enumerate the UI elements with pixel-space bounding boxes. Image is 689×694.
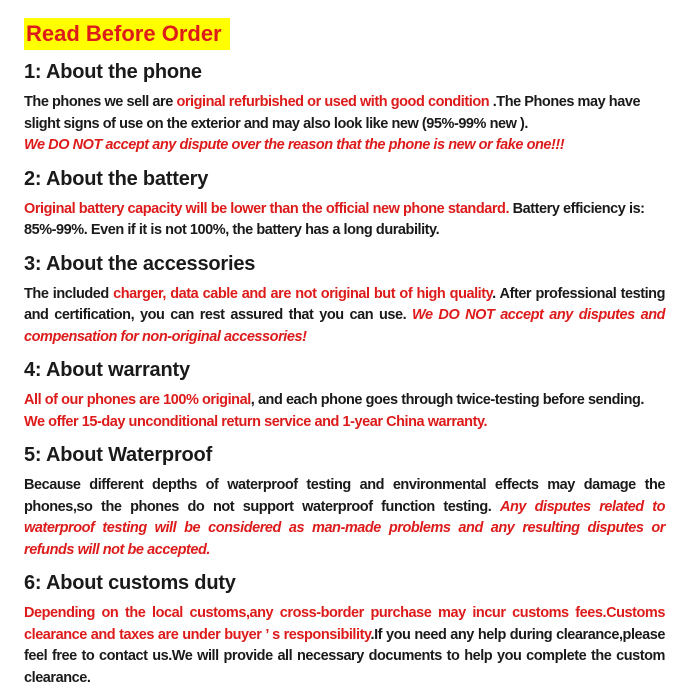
text-segment: , and each phone goes through twice-testing before sending. — [250, 392, 644, 408]
section-about-waterproof — [24, 443, 665, 561]
text-segment: Depending on the local customs,any cross-border purchase may incur customs fees.Customs clearance and taxes are under buyer ’ s responsibility — [24, 605, 665, 643]
section-paragraph — [24, 603, 665, 689]
section-about-the-phone — [24, 60, 665, 157]
section-paragraph — [24, 284, 665, 349]
text-segment: charger, data cable and are not original but of high quality — [113, 285, 493, 302]
section-heading: 4: About warranty — [24, 359, 190, 381]
text-segment: . After professional testing and certification, you can rest assured that you can use. — [24, 285, 665, 323]
page-title: Read Before Order — [24, 18, 230, 50]
section-paragraph — [24, 135, 665, 157]
section-paragraph — [24, 475, 665, 561]
text-segment: We offer 15-day unconditional return service and 1-year China warranty. — [24, 413, 488, 430]
text-segment: .The Phones may have slight signs of use on the exterior and may also look like new (95%-99% new ). — [24, 94, 641, 132]
section-paragraph — [24, 92, 665, 135]
section-about-warranty — [24, 358, 665, 433]
text-segment: The phones we sell are — [24, 94, 177, 110]
text-segment: Battery efficiency is: 85%-99%. Even if it is not 100%, the battery has a long durability. — [24, 200, 645, 238]
text-segment: original refurbished or used with good condition — [176, 94, 493, 110]
section-about-the-accessories — [24, 252, 665, 349]
section-about-the-battery — [24, 167, 665, 242]
section-heading: 1: About the phone — [24, 61, 202, 83]
section-about-customs-duty — [24, 571, 665, 689]
text-segment: The included — [24, 285, 114, 302]
text-segment: Any disputes related to waterproof testing will be considered as man-made problems and any resulting disputes or refunds will not be accepted. — [24, 498, 665, 558]
text-segment: We DO NOT accept any dispute over the reason that the phone is new or fake one!!! — [24, 137, 565, 153]
section-heading: 5: About Waterproof — [24, 444, 213, 466]
section-heading: 2: About the battery — [24, 167, 209, 190]
text-segment: Original battery capacity will be lower than the official new phone standard. — [24, 200, 510, 217]
text-segment: Because different depths of waterproof testing and environmental effects may damage the phones,so the phones do not support waterproof function testing. — [24, 477, 665, 515]
title-wrap — [24, 18, 665, 50]
section-heading: 6: About customs duty — [24, 572, 236, 594]
section-paragraph — [24, 412, 665, 434]
text-segment: All of our phones are 100% original — [24, 392, 251, 408]
section-paragraph — [24, 199, 665, 242]
text-segment: We DO NOT accept any disputes and compensation for non-original accessories! — [24, 307, 666, 345]
text-segment: .If you need any help during clearance,please feel free to contact us.We will provide all necessary documents to help you complete the custom clearance. — [24, 626, 665, 686]
section-paragraph — [24, 390, 665, 412]
section-heading: 3: About the accessories — [24, 252, 256, 275]
